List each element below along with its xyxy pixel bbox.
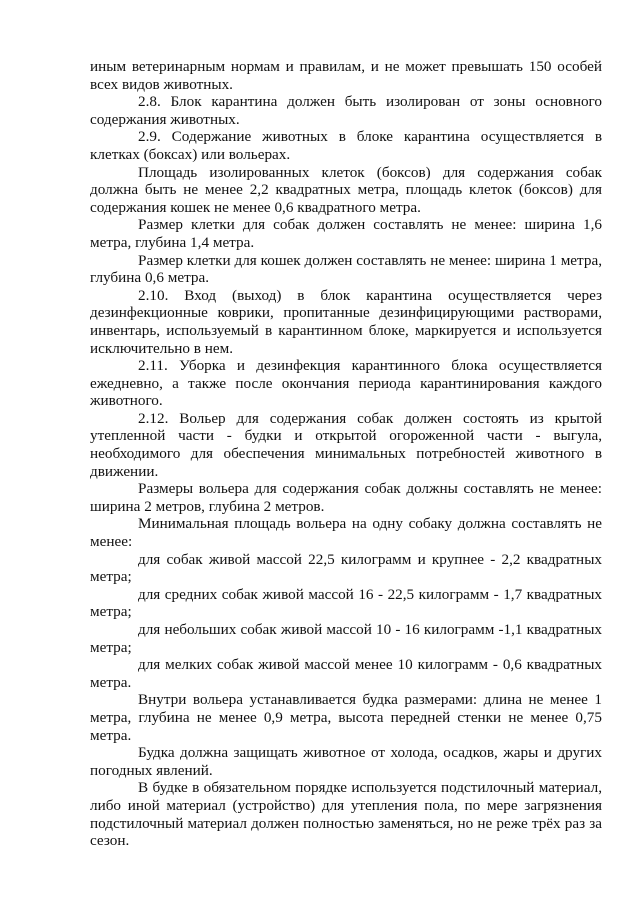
list-item-tiny-dogs: для мелких собак живой массой менее 10 килограмм - 0,6 квадратных метра. (90, 656, 602, 691)
paragraph-dog-cage-size: Размер клетки для собак должен составлять не менее: ширина 1,6 метра, глубина 1,4 метра. (90, 216, 602, 251)
document-page (90, 58, 602, 850)
paragraph-2-12: 2.12. Вольер для содержания собак должен состоять из крытой утепленной части - будки и открытой огороженной части - выгула, необходимого для обеспечения минимальных потребностей животного в движении. (90, 409, 602, 480)
list-item-large-dogs: для собак живой массой 22,5 килограмм и крупнее - 2,2 квадратных метра; (90, 550, 602, 586)
list-item-small-dogs: для небольших собак живой массой 10 - 16 килограмм -1,1 квадратных метра; (90, 621, 602, 656)
paragraph-continuation: иным ветеринарным нормам и правилам, и не может превышать 150 особей всех видов животных. (90, 58, 602, 93)
paragraph-kennel-protection: Будка должна защищать животное от холода, осадков, жары и других погодных явлений. (90, 744, 602, 779)
paragraph-min-area-intro: Минимальная площадь вольера на одну собаку должна составлять не менее: (90, 515, 602, 551)
paragraph-enclosure-size: Размеры вольера для содержания собак должны составлять не менее: ширина 2 метров, глубина 2 метров. (90, 480, 602, 515)
paragraph-cage-area: Площадь изолированных клеток (боксов) для содержания собак должна быть не менее 2,2 квадратных метра, площадь клеток (боксов) для содержания кошек не менее 0,6 квадратного метра. (90, 163, 602, 216)
paragraph-2-10: 2.10. Вход (выход) в блок карантина осуществляется через дезинфекционные коврики, пропитанные дезинфицирующими растворами, инвентарь, используемый в карантинном блоке, маркируется и используется исключительно в нем. (90, 286, 602, 357)
paragraph-kennel-size: Внутри вольера устанавливается будка размерами: длина не менее 1 метра, глубина не менее 0,9 метра, высота передней стенки не менее 0,75 метра. (90, 691, 602, 744)
paragraph-2-11: 2.11. Уборка и дезинфекция карантинного блока осуществляется ежедневно, а также после окончания периода карантинирования каждого животного. (90, 357, 602, 410)
paragraph-2-9: 2.9. Содержание животных в блоке карантина осуществляется в клетках (боксах) или вольерах. (90, 128, 602, 163)
paragraph-2-8: 2.8. Блок карантина должен быть изолирован от зоны основного содержания животных. (90, 93, 602, 128)
paragraph-bedding: В будке в обязательном порядке используется подстилочный материал, либо иной материал (устройство) для утепления пола, по мере загрязнения подстилочный материал должен полностью заменяться, но не реже трёх раз за сезон. (90, 779, 602, 850)
paragraph-cat-cage-size: Размер клетки для кошек должен составлять не менее: ширина 1 метра, глубина 0,6 метра. (90, 251, 602, 287)
list-item-medium-dogs: для средних собак живой массой 16 - 22,5 килограмм - 1,7 квадратных метра; (90, 585, 602, 621)
